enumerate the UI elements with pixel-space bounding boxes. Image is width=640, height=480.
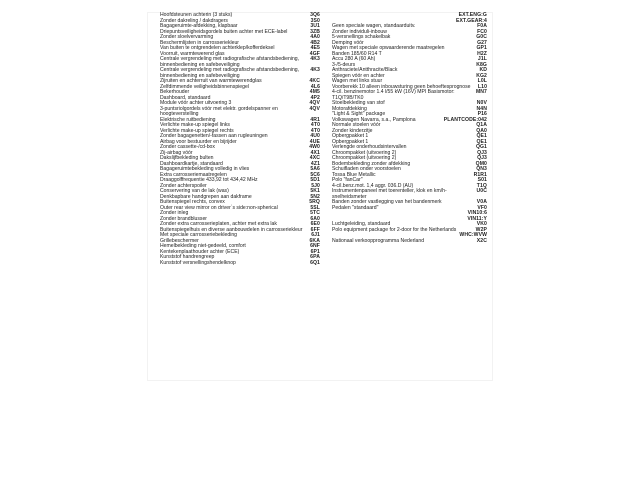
option-label: Zonder brandblusser [160,215,208,222]
option-code: 4U0 [310,133,320,139]
option-label: Spiegen vóór en achter [332,72,385,79]
option-label: Schuifladen onder voorstoelen [332,166,401,172]
option-label: Wagen met speciale opwaarderende maatregelen [332,45,445,51]
option-row [160,261,320,267]
option-label: Zonder sloelvervarming [160,34,214,40]
option-label: Met speciale carrosseriebekleding [160,232,238,238]
option-code: 5TC [310,210,320,216]
option-code: 4K3 [310,67,320,73]
option-code: P16 [477,111,487,117]
option-code: 6FF [310,226,320,233]
option-code: 4W0 [309,144,320,150]
option-code: 4A0 [310,34,320,40]
option-code: 4K3 [310,56,320,62]
option-label: Verlichte make-up spiegel rechts [160,127,234,134]
option-label: 3-/5-deurs [332,61,356,68]
option-code: 3ZB [310,28,320,35]
option-code: PLANTCODE:042 [443,116,487,123]
options-column-right [332,13,487,244]
option-label: Stoelbekleding van stof [332,100,385,106]
option-label: Zonder inleg [160,210,189,216]
option-label: Driepuntsveiligheidsgordels buiten achter met ECE-label [160,28,288,35]
option-code: 4B2 [310,39,320,46]
option-label: Luchtgeleiding, standaard [332,221,391,227]
option-label: Zonder individuli-inbouw [332,28,387,35]
option-code: N4N [476,105,487,112]
option-code: H2Z [477,50,487,57]
option-label: Anthraciete/Antthracite/Black [332,67,398,73]
option-code: QJ3 [477,155,487,161]
option-label: Banden zonder vastlegging van het bandenmerk [332,199,442,205]
option-label: Zonder extra carrosserieplaten, achter met extra lak [160,221,277,227]
option-code: 4L6 [310,83,320,90]
option-label: Beschermlijsten in carrosseriekleur [160,39,239,46]
option-label: Accu 280 A (60 Ah) [332,56,376,62]
option-label: Kunststof versnellingshendelknop [160,259,236,266]
option-code: G0C [476,34,487,40]
option-code: 6A0 [310,215,320,222]
option-label: Elektrische ruitbediening [160,116,216,123]
option-label: Instrumentenpaneel met toerenteller, klok en km/h-snelheidsmeter [332,188,447,200]
option-code: J1L [477,56,487,62]
options-column-left [160,13,320,266]
option-code: 5J0 [311,182,320,189]
option-code: X2C [476,237,487,244]
option-label: Voorberekk 10 alleen inbouwsturing geen behoeftesprognose [332,83,471,90]
option-label: Zonder kinderzitje [332,127,373,134]
option-label: Bekerhouder [160,89,190,95]
option-code: 6J1 [311,232,320,238]
option-code: S01 [477,177,487,183]
option-code: Q1A [476,122,487,128]
option-code: VIN11:Y [467,215,487,222]
option-label: Normale stoelen vóór [332,122,381,128]
option-code: K8G [476,61,487,68]
option-code: QJ3 [477,149,487,156]
option-label: Dashboardkartje, standaard [160,160,223,167]
option-label: Kunststof handrengreep [160,254,215,260]
option-label: Zelfdimmende veiligheidsbinnenspiegel [160,83,249,90]
option-code: 6Q1 [310,259,320,266]
option-code: 6KA [309,237,320,244]
option-row [332,206,487,212]
option-label: Opbergpakket 1 [332,138,369,145]
option-label: Outer rear view mirror on driver`s side:non-spherical [160,204,278,211]
option-label: Bagageruimte-afdekking, klapbaar [160,23,238,29]
option-code: 4T0 [310,127,320,134]
option-label: Chroompakket (uitvoering 2) [332,149,397,156]
option-code: 5N2 [310,193,320,200]
option-row [332,239,487,245]
option-label: 3-puntsriolgordels vóór met elektr. gordelspanner en hoogteverstelling [160,105,278,117]
option-code: KG2 [476,72,487,79]
option-label: Airbag voor bestuurder en bijrijder [160,138,237,145]
option-label: "Light & Sight" package [332,111,386,117]
option-code: 4E5 [310,45,320,51]
option-code: 4UE [309,138,320,145]
option-code: R1R1 [473,171,487,178]
option-code: 3U1 [310,23,320,29]
option-code: 4QV [309,105,320,112]
option-code: L0L [477,78,487,84]
option-label: Buitenspiegel rechts, convex [160,199,225,205]
option-label: Draaggolffrequentie 433,92 tot 434,42 MHz [160,177,258,183]
option-label: Van buiten te ontgrendelen achterklep/kofferdeksel [160,45,275,51]
option-label: Nationaal verkoopprogramma Nederland [332,237,425,244]
option-label: Tossa Blue Metallic [332,171,376,178]
option-code: FC0 [477,28,487,35]
option-code: 5C6 [310,171,320,178]
option-code: 4M5 [309,89,320,95]
option-code: 6E0 [310,221,320,227]
option-code: V0A [476,199,487,205]
option-label: Zonder bagagenetten/-fassen aan rugleuningen [160,133,268,139]
option-code: 3S0 [310,17,320,24]
option-label: Centrale vergrendeling met radiografische afstandsbediening, binnenbediening en safebeveiliging [160,67,300,79]
option-code: 6NF [310,243,320,249]
option-code: 4GF [309,50,320,57]
option-label: Hoofdsteunen achterin (3 stuks) [160,12,233,18]
option-label: 5-versnellings schakelbak [332,34,391,40]
option-label: Motorafdekking [332,105,367,112]
option-label: Chroompakket (uitvoering 2) [332,155,397,161]
option-code: QE1 [476,138,487,145]
option-label: 4-cil. benzinemotor 1.4 l/55 kW (16V) MPI Basismotor: T1Q/T9B/TK0 [332,89,455,101]
option-row [160,107,320,118]
option-code: QM0 [475,160,487,167]
option-code: W2P [475,226,487,233]
document-page [148,13,492,380]
option-code: MN7 [475,89,487,95]
option-code: VF0 [477,204,487,211]
option-code: 5D1 [310,177,320,183]
option-code: T1Q [476,182,487,189]
option-label: 4-cil.benz.mot. 1,4 aggr. 036.D (AU) [332,182,414,189]
option-label: Zonder achterspoiler [160,182,207,189]
option-code: 5K1 [310,188,320,194]
option-label: Voorruit, warmtewerend glas [160,50,225,57]
option-code: 5SL [310,204,320,211]
option-code: 6PA [310,254,320,260]
option-label: Demping vóór [332,39,364,46]
option-code: GP1 [476,45,487,51]
option-code: 5A6 [310,166,320,172]
option-code: QE1 [476,133,487,139]
option-code: QG1 [475,144,487,150]
option-code: L10 [477,83,487,90]
option-label: Zijruiten en achterruit van warmtewerendglas [160,78,262,84]
option-code: EXT.GEAR:4 [455,17,487,24]
option-label: Kentekenplaathouder achter (ECE) [160,248,240,255]
option-label: Module vóór achter uitvoering 3 [160,100,232,106]
option-code: 4T0 [310,122,320,128]
option-code: N0V [476,100,487,106]
option-code: 4Z1 [310,160,320,167]
option-label: Grillebeschermer [160,237,199,244]
option-label: Verlichte make-up spiegel links [160,122,230,128]
option-label: Zonder dakreling / dakdragers [160,17,228,24]
option-label: Polo equipment package for 2-door for the Netherlands [332,226,457,233]
option-label: Volkswagen Navarra, s.a., Pamplona [332,116,416,123]
option-label: Extra carrosseriemaatregelen [160,171,227,178]
option-label: Dashboard, standaard [160,94,211,101]
option-code: G27 [477,39,487,46]
option-code: VIN10:6 [467,210,487,216]
option-code: KD [479,67,487,73]
option-label: Wagen met links stuur [332,78,383,84]
option-code: 4QV [309,100,320,106]
option-code: QA0 [476,127,487,134]
option-label: Opbergpakket 1 [332,133,369,139]
option-code: EXT.ENG:G [458,12,487,18]
option-label: Dakslijfbekleding bulten [160,155,214,161]
option-code: 4X1 [310,149,320,156]
option-code: 3Q6 [310,12,320,18]
option-label: Centrale vergrendeling met radiografische afstandsbediening, binnenbediening en safebeveiliging [160,56,300,68]
option-label: Bodembekleding zonder afdekking [332,160,411,167]
option-label: Polo "fanCar" [332,177,363,183]
option-code: 4R1 [310,116,320,123]
option-code: 4KC [309,78,320,84]
option-code: QN3 [476,166,487,172]
option-label: Conservering van de lak (was) [160,188,229,194]
option-label: Banden 185/60 R14 T [332,50,382,57]
option-label: Pedalen "standaard" [332,204,379,211]
option-code: 4XC [309,155,320,161]
option-code: 4P2 [310,94,320,101]
option-code: U0C [476,188,487,194]
option-code: 5RQ [309,199,320,205]
option-label: Geen speciale wagen, standaarduitv. [332,23,416,29]
option-label: Hemelbekleding niet-gedeeld, comfort [160,243,246,249]
option-label: Denkbapbare handgrepen aan dakframe [160,193,252,200]
option-label: Zonder cassette-/cd-box [160,144,215,150]
option-label: Zij-airbag vóór [160,149,193,156]
option-code: VK0 [476,221,487,227]
option-code: WHC:WVW [459,232,487,238]
option-code: 6P1 [310,248,320,255]
option-label: Bagageruimtebekleding volledig in vlies [160,166,250,172]
option-code: F0A [477,23,487,29]
option-label: Verlengde onderhoudsintervallen [332,144,407,150]
option-label: Buitenspiegelhuis en diverse aanbouwdelen in carrosseriekleur [160,226,303,233]
